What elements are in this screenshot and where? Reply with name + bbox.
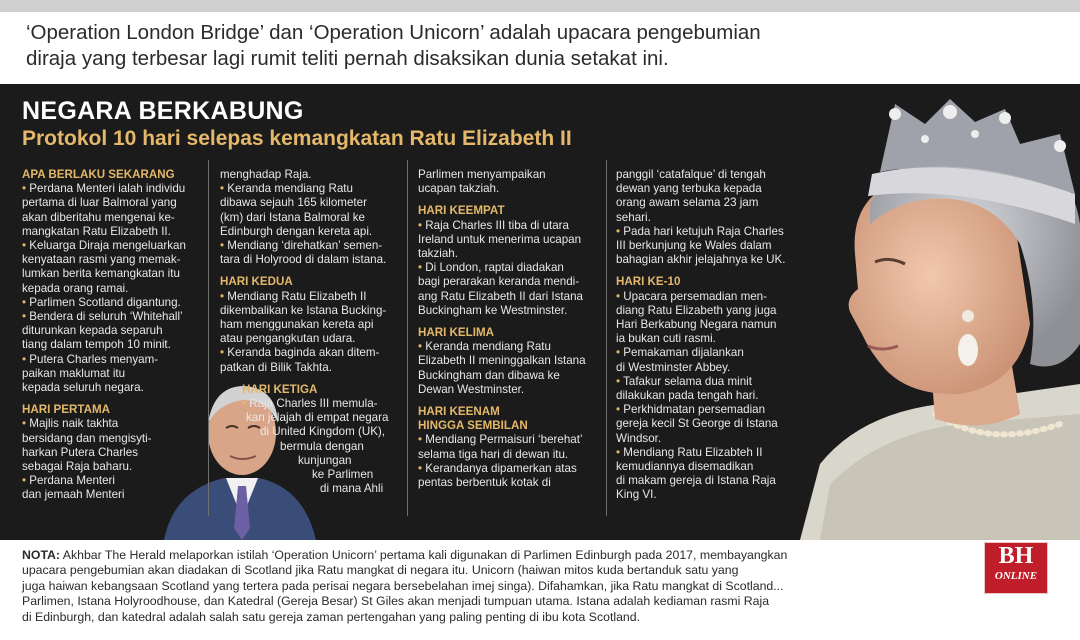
bullet-text: Tafakur selama dua minit bbox=[623, 374, 752, 388]
bullet-text: Bendera di seluruh ‘Whitehall’ bbox=[29, 310, 183, 324]
text-line: atau pengangkutan udara. bbox=[220, 332, 356, 346]
bullet-icon: • bbox=[22, 182, 30, 196]
bullet-icon: • bbox=[22, 417, 30, 431]
footnote-label: NOTA: bbox=[22, 548, 61, 562]
text-line: Buckingham dan dibawa ke bbox=[418, 368, 560, 382]
text-line: III berkunjung ke Wales dalam bbox=[616, 239, 772, 253]
bullet-icon: • bbox=[22, 474, 30, 488]
bullet-item bbox=[22, 310, 206, 324]
bullet-icon: • bbox=[616, 224, 624, 238]
bullet-text: Raja Charles III memula- bbox=[249, 397, 378, 411]
text-line: di United Kingdom (UK), bbox=[260, 425, 386, 439]
text-line: Edinburgh dengan kereta api. bbox=[220, 224, 373, 238]
bullet-text: Raja Charles III tiba di utara bbox=[425, 218, 569, 232]
bullet-text: Kerandanya dipamerkan atas bbox=[425, 461, 577, 475]
text-line: bermula dengan bbox=[280, 439, 364, 453]
section-heading: HARI PERTAMA bbox=[22, 403, 111, 417]
bullet-item bbox=[220, 182, 406, 196]
bullet-item bbox=[418, 340, 606, 354]
text-line: patkan di Bilik Takhta. bbox=[220, 360, 332, 374]
section-gap bbox=[220, 375, 406, 383]
text-line: lumkan berita kemangkatan itu bbox=[22, 267, 180, 281]
text-line: paikan maklumat itu bbox=[22, 366, 126, 380]
bullet-icon: • bbox=[22, 295, 30, 309]
bullet-item bbox=[616, 290, 806, 304]
column-divider bbox=[208, 160, 209, 516]
bullet-text: Keranda mendiang Ratu bbox=[425, 340, 551, 354]
text-line: kepada seluruh negara. bbox=[22, 381, 144, 395]
footnote-line bbox=[22, 548, 822, 563]
section-heading: HARI KEENAM bbox=[418, 405, 500, 419]
text-line: akan diberitahu mengenai ke- bbox=[22, 210, 175, 224]
text-line: dibawa sejauh 165 kilometer bbox=[220, 196, 367, 210]
logo-text-top: BH bbox=[998, 543, 1034, 569]
text-line: Elizabeth II meninggalkan Istana bbox=[418, 354, 586, 368]
bullet-text: Pada hari ketujuh Raja Charles bbox=[623, 224, 784, 238]
page-subtitle: Protokol 10 hari selepas kemangkatan Ratu Elizabeth II bbox=[22, 127, 572, 150]
text-line: diang Ratu Elizabeth yang juga bbox=[616, 303, 777, 317]
text-line: dan jemaah Menteri bbox=[22, 488, 125, 502]
bullet-icon: • bbox=[22, 310, 30, 324]
text-line: selama tiga hari di dewan itu. bbox=[418, 447, 569, 461]
text-line: menghadap Raja. bbox=[220, 168, 312, 181]
bullet-text: Keluarga Diraja mengeluarkan bbox=[29, 239, 186, 253]
bullet-item bbox=[616, 446, 806, 460]
section-heading: HARI KEDUA bbox=[220, 275, 293, 289]
bullet-item bbox=[22, 474, 206, 488]
text-line: pertama di luar Balmoral yang bbox=[22, 196, 177, 210]
bullet-item bbox=[22, 353, 206, 367]
bullet-icon: • bbox=[418, 340, 426, 354]
text-line: di mana Ahli bbox=[320, 482, 384, 496]
bullet-text: Mendiang Permaisuri ‘berehat’ bbox=[425, 433, 583, 447]
text-line: gereja kecil St George di Istana bbox=[616, 417, 778, 431]
footnote-line: di Edinburgh, dan katedral adalah salah satu gereja zaman pertengahan yang paling penting di ibu kota Scotland. bbox=[22, 609, 641, 624]
text-column-2 bbox=[220, 168, 406, 520]
bullet-item bbox=[22, 417, 206, 431]
section-gap bbox=[418, 318, 606, 326]
text-line: kenyataan rasmi yang memak- bbox=[22, 253, 181, 267]
bullet-icon: • bbox=[22, 352, 30, 366]
bullet-text: Keranda baginda akan ditem- bbox=[227, 346, 380, 360]
bullet-icon: • bbox=[418, 261, 426, 275]
bullet-text: Majlis naik takhta bbox=[29, 417, 119, 431]
text-line: (km) dari Istana Balmoral ke bbox=[220, 210, 365, 224]
section-gap bbox=[418, 196, 606, 204]
bullet-text: Perdana Menteri bbox=[29, 474, 115, 488]
section-gap bbox=[418, 397, 606, 405]
text-line: kepada orang ramai. bbox=[22, 281, 129, 295]
text-column-4 bbox=[616, 168, 806, 520]
text-line: bagi perarakan keranda mendi- bbox=[418, 275, 580, 289]
bullet-item bbox=[22, 239, 206, 253]
bullet-icon: • bbox=[220, 239, 228, 253]
text-line: Parlimen menyampaikan bbox=[418, 168, 546, 181]
bullet-text: Mendiang Ratu Elizabeth II bbox=[227, 289, 367, 303]
bullet-item bbox=[220, 290, 406, 304]
bullet-item bbox=[22, 296, 206, 310]
bullet-text: Keranda mendiang Ratu bbox=[227, 182, 353, 196]
column-divider bbox=[606, 160, 607, 516]
footnote-text: Akhbar The Herald melaporkan istilah ‘Operation Unicorn’ pertama kali digunakan di Parlimen Edinburgh pada 2017, membayangkan bbox=[60, 548, 788, 562]
bullet-icon: • bbox=[418, 461, 426, 475]
section-heading: HARI KELIMA bbox=[418, 326, 494, 340]
text-line: di Westminster Abbey. bbox=[616, 360, 731, 374]
bh-online-logo bbox=[984, 542, 1048, 594]
bullet-item bbox=[616, 403, 806, 417]
bullet-text: Perdana Menteri ialah individu bbox=[29, 182, 186, 196]
page-title: NEGARA BERKABUNG bbox=[22, 97, 304, 125]
text-line: kan jelajah di empat negara bbox=[246, 411, 389, 425]
bullet-text: Pemakaman dijalankan bbox=[623, 346, 744, 360]
text-line: Windsor. bbox=[616, 431, 662, 445]
bullet-text: Parlimen Scotland digantung. bbox=[29, 295, 181, 309]
intro-text bbox=[26, 20, 826, 72]
text-line: bahagian akhir jelajahnya ke UK. bbox=[616, 253, 786, 267]
text-line: Hari Berkabung Negara namun bbox=[616, 318, 777, 332]
text-line: ia bukan cuti rasmi. bbox=[616, 332, 716, 346]
bullet-item bbox=[616, 346, 806, 360]
text-line: takziah. bbox=[418, 247, 458, 261]
top-strip bbox=[0, 0, 1080, 12]
section-gap bbox=[616, 267, 806, 275]
section-heading: APA BERLAKU SEKARANG bbox=[22, 168, 175, 181]
bullet-text: Mendiang Ratu Elizabteh II bbox=[623, 445, 763, 459]
text-line: mangkatan Ratu Elizabeth II. bbox=[22, 224, 171, 238]
bullet-icon: • bbox=[616, 403, 624, 417]
text-line: tara di Holyrood di dalam istana. bbox=[220, 253, 387, 267]
bullet-icon: • bbox=[220, 289, 228, 303]
section-heading: HARI KEEMPAT bbox=[418, 204, 505, 218]
bullet-icon: • bbox=[22, 239, 30, 253]
footnote-line: juga haiwan kebangsaan Scotland yang tertera pada perisai negara bersebelahan imej singa). Difahamkan, jika Ratu mangkat di Scotland... bbox=[22, 578, 784, 593]
bullet-icon: • bbox=[220, 182, 228, 196]
text-line: dikembalikan ke Istana Bucking- bbox=[220, 303, 387, 317]
bullet-item bbox=[418, 462, 606, 476]
section-gap bbox=[22, 395, 206, 403]
text-line: kunjungan bbox=[298, 453, 352, 467]
intro-line: ‘Operation London Bridge’ dan ‘Operation Unicorn’ adalah upacara pengebumian bbox=[26, 21, 761, 44]
text-line: ham menggunakan kereta api bbox=[220, 318, 374, 332]
text-column-3 bbox=[418, 168, 606, 520]
bullet-item bbox=[22, 182, 206, 196]
text-line: ang Ratu Elizabeth II dari Istana bbox=[418, 289, 583, 303]
text-line: panggil ‘catafalque’ di tengah bbox=[616, 168, 766, 181]
bullet-item bbox=[418, 219, 606, 233]
bullet-item bbox=[418, 433, 606, 447]
footnote bbox=[22, 548, 822, 625]
text-column-1 bbox=[22, 168, 206, 520]
text-line: di makam gereja di Istana Raja bbox=[616, 474, 776, 488]
text-line: tiang dalam tempoh 10 minit. bbox=[22, 338, 171, 352]
section-gap bbox=[220, 267, 406, 275]
text-line: pentas berbentuk kotak di bbox=[418, 476, 551, 490]
logo-text-bottom: ONLINE bbox=[994, 570, 1038, 582]
bullet-icon: • bbox=[616, 374, 624, 388]
bullet-icon: • bbox=[616, 445, 624, 459]
section-heading: HINGGA SEMBILAN bbox=[418, 419, 528, 433]
bullet-icon: • bbox=[616, 346, 624, 360]
bullet-icon: • bbox=[242, 397, 250, 411]
text-line: Ireland untuk menerima ucapan bbox=[418, 232, 582, 246]
bullet-item bbox=[418, 261, 606, 275]
text-line: sebagai Raja baharu. bbox=[22, 460, 133, 474]
text-line: diturunkan kepada separuh bbox=[22, 324, 163, 338]
bullet-icon: • bbox=[220, 346, 228, 360]
text-line: King VI. bbox=[616, 488, 657, 502]
footnote-line: upacara pengebumian akan diadakan di Scotland jika Ratu mangkat di negara itu. Unicorn (haiwan mitos kuda bertanduk satu yang bbox=[22, 563, 739, 578]
intro-line: diraja yang terbesar lagi rumit teliti pernah disaksikan dunia setakat ini. bbox=[26, 47, 669, 70]
text-line: dilakukan pada tengah hari. bbox=[616, 389, 759, 403]
bullet-item bbox=[616, 225, 806, 239]
column-divider bbox=[407, 160, 408, 516]
text-line: bersidang dan mengisyti- bbox=[22, 431, 152, 445]
text-line: kemudiannya disemadikan bbox=[616, 460, 754, 474]
text-line: ucapan takziah. bbox=[418, 182, 500, 196]
bullet-item bbox=[220, 239, 406, 253]
text-line: harkan Putera Charles bbox=[22, 445, 138, 459]
section-heading: HARI KE-10 bbox=[616, 275, 681, 289]
bullet-item bbox=[616, 375, 806, 389]
section-heading: HARI KETIGA bbox=[242, 382, 318, 396]
bullet-icon: • bbox=[418, 218, 426, 232]
footnote-line: Parlimen, Istana Holyroodhouse, dan Katedral (Gereja Besar) St Giles akan menjadi tumpuan utama. Istana adalah kediaman rasmi Raja bbox=[22, 594, 770, 609]
text-line: orang awam selama 23 jam bbox=[616, 196, 759, 210]
bullet-text: Perkhidmatan persemadian bbox=[623, 403, 766, 417]
bullet-icon: • bbox=[616, 289, 624, 303]
bullet-text: Putera Charles menyam- bbox=[29, 352, 159, 366]
text-line: sehari. bbox=[616, 210, 651, 224]
bullet-icon: • bbox=[418, 433, 426, 447]
text-line: Buckingham ke Westminster. bbox=[418, 303, 568, 317]
text-line: Dewan Westminster. bbox=[418, 382, 525, 396]
text-line: dewan yang terbuka kepada bbox=[616, 182, 762, 196]
bullet-item bbox=[220, 397, 406, 411]
bullet-text: Mendiang ‘direhatkan’ semen- bbox=[227, 239, 383, 253]
bullet-item bbox=[220, 346, 406, 360]
text-line: ke Parlimen bbox=[312, 468, 374, 482]
bullet-text: Di London, raptai diadakan bbox=[425, 261, 564, 275]
bullet-text: Upacara persemadian men- bbox=[623, 289, 767, 303]
